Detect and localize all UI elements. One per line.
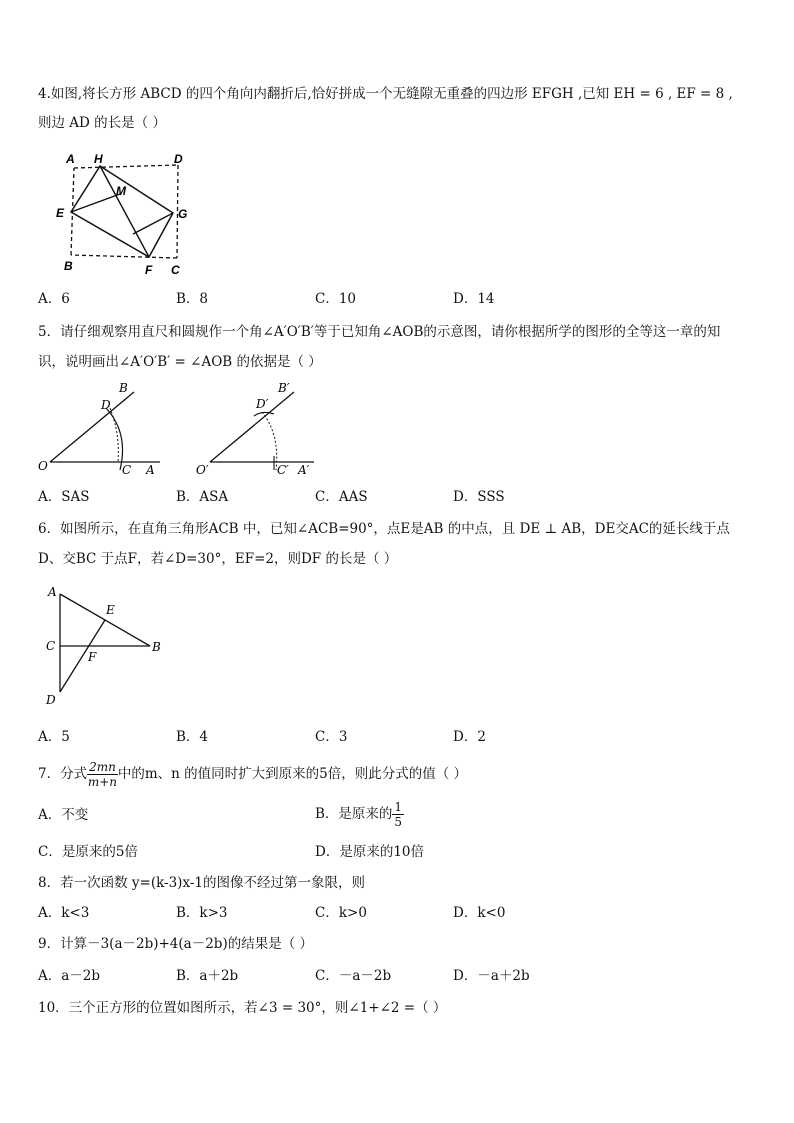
q7-option-b-numerator: 1: [394, 800, 403, 814]
q6-option-d[interactable]: D．2: [453, 729, 486, 745]
q7-prefix: 7．分式: [38, 766, 88, 782]
q5-stem-line2: 识，说明画出∠A′O′B′ = ∠AOB 的依据是（ ）: [38, 354, 322, 370]
q4-label-A: A: [66, 152, 75, 166]
q5-label-C-prime: C′: [277, 463, 289, 477]
q4-option-b[interactable]: B．8: [176, 291, 209, 307]
q6-label-E: E: [106, 603, 115, 617]
q5-option-c[interactable]: C．AAS: [315, 489, 368, 505]
q4-option-d[interactable]: D．14: [453, 291, 495, 307]
q5-label-O: O: [38, 459, 48, 473]
q9-option-b[interactable]: B．a＋2b: [176, 968, 239, 984]
q4-label-D: D: [174, 152, 183, 166]
q7-option-c[interactable]: C．是原来的5倍: [38, 844, 138, 860]
q5-label-A: A: [146, 463, 155, 477]
q4-option-c[interactable]: C．10: [315, 291, 357, 307]
q8-option-d[interactable]: D．k<0: [453, 905, 506, 921]
q6-option-c[interactable]: C．3: [315, 729, 348, 745]
q8-stem: 8．若一次函数 y=(k-3)x-1的图像不经过第一象限，则: [38, 875, 365, 891]
q7-option-b-fraction: [392, 800, 404, 829]
q6-label-A: A: [48, 585, 57, 599]
q5-label-D-prime: D′: [256, 397, 269, 411]
q5-label-B: B: [119, 381, 128, 395]
q4-label-E: E: [56, 206, 65, 220]
q7-stem: [38, 760, 467, 789]
q4-label-B: B: [64, 259, 73, 273]
q7-fraction-denominator: m+n: [87, 775, 118, 789]
q7-option-b-prefix: B．是原来的: [315, 806, 393, 822]
q6-figure: [40, 582, 180, 712]
q10-stem: 10．三个正方形的位置如图所示，若∠3 = 30°，则∠1+∠2 =（ ）: [38, 1000, 447, 1016]
q6-label-B: B: [152, 640, 161, 654]
q5-figure: [34, 378, 334, 483]
q4-figure: [50, 150, 200, 280]
q9-stem: 9．计算－3(a－2b)+4(a－2b)的结果是（ ）: [38, 936, 313, 952]
q6-label-C: C: [46, 639, 56, 653]
q4-stem-line2: 则边 AD 的长是（ ）: [38, 115, 166, 131]
q4-label-H: H: [94, 152, 103, 166]
q9-option-c[interactable]: C．－a－2b: [315, 968, 392, 984]
q8-option-a[interactable]: A．k<3: [38, 905, 90, 921]
q9-option-d[interactable]: D．－a＋2b: [453, 968, 530, 984]
q6-stem-line2: D、交BC 于点F，若∠D=30°，EF=2，则DF 的长是（ ）: [38, 551, 398, 567]
q7-option-d[interactable]: D．是原来的10倍: [315, 844, 425, 860]
q5-option-d[interactable]: D．SSS: [453, 489, 505, 505]
q6-option-b[interactable]: B．4: [176, 729, 209, 745]
q5-label-A-prime: A′: [298, 463, 310, 477]
q8-option-b[interactable]: B．k>3: [176, 905, 228, 921]
q7-suffix: 中的m、n 的值同时扩大到原来的5倍，则此分式的值（ ）: [117, 766, 468, 782]
q7-fraction-numerator: 2mn: [89, 760, 116, 774]
q6-label-D: D: [46, 693, 56, 707]
q6-option-a[interactable]: A．5: [38, 729, 70, 745]
q5-label-O-prime: O′: [196, 463, 209, 477]
q9-option-a[interactable]: A．a－2b: [38, 968, 101, 984]
q5-label-D: D: [101, 398, 111, 412]
q7-option-a[interactable]: A．不变: [38, 807, 89, 823]
q5-option-b[interactable]: B．ASA: [176, 489, 229, 505]
q8-option-c[interactable]: C．k>0: [315, 905, 367, 921]
q4-label-M: M: [116, 184, 126, 198]
q7-option-b[interactable]: [315, 798, 404, 830]
q4-stem-line1: 4.如图,将长方形 ABCD 的四个角向内翻折后,恰好拼成一个无缝隙无重叠的四边形 EFGH ,已知 EH = 6 , EF = 8 ,: [38, 86, 733, 102]
q6-stem-line1: 6．如图所示，在直角三角形ACB 中，已知∠ACB=90°，点E是AB 的中点，且 DE ⊥ AB，DE交AC的延长线于点: [38, 521, 730, 537]
q4-label-F: F: [145, 263, 153, 277]
q4-label-G: G: [178, 207, 188, 221]
q6-label-F: F: [88, 650, 97, 664]
q4-option-a[interactable]: A．6: [38, 291, 70, 307]
q4-label-C: C: [171, 263, 180, 277]
q7-fraction: [87, 760, 118, 789]
q5-stem-line1: 5．请仔细观察用直尺和圆规作一个角∠A′O′B′等于已知角∠AOB的示意图，请你根据所学的图形的全等这一章的知: [38, 324, 721, 340]
q7-option-b-denominator: 5: [394, 815, 403, 829]
q5-label-B-prime: B′: [278, 381, 290, 395]
q5-label-C: C: [122, 463, 132, 477]
q5-option-a[interactable]: A．SAS: [38, 489, 90, 505]
